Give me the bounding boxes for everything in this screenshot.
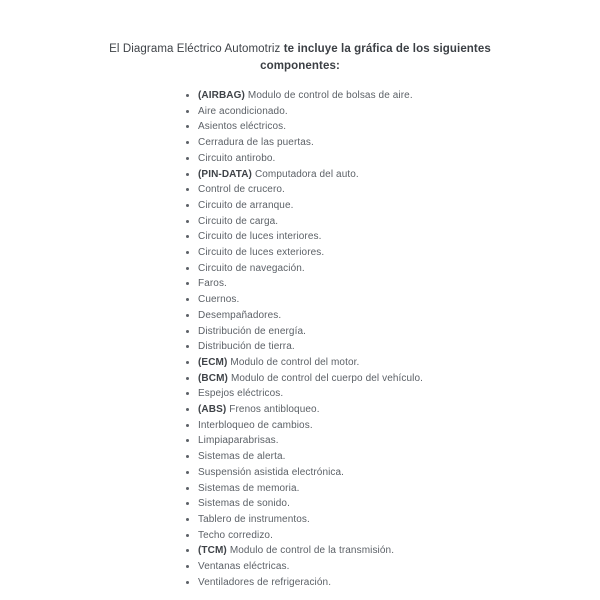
component-item [198,339,600,355]
component-label: Circuito de luces exteriores. [198,247,325,259]
component-label: Circuito de arranque. [198,199,294,211]
page-title [100,41,500,75]
component-item [198,308,600,324]
component-label: Circuito de navegación. [198,262,305,274]
component-acronym: (ABS) [198,404,227,416]
component-item [198,465,600,481]
component-item [198,167,600,183]
component-label: Cerradura de las puertas. [198,137,314,149]
component-item [198,104,600,120]
component-item [198,88,600,104]
component-label: Sistemas de sonido. [198,498,290,510]
component-item [198,543,600,559]
component-label: Control de crucero. [198,184,285,196]
component-label: Circuito de carga. [198,215,279,227]
component-item [198,402,600,418]
component-label: Distribución de energía. [198,325,307,337]
component-item [198,229,600,245]
component-label: Distribución de tierra. [198,341,295,353]
component-label: Cuernos. [198,294,240,306]
component-acronym: (BCM) [198,372,228,384]
page-title-regular: El Diagrama Eléctrico Automotriz [109,43,284,55]
component-label: Sistemas de memoria. [198,482,300,494]
component-item [198,276,600,292]
component-item [198,481,600,497]
component-label: Circuito de luces interiores. [198,231,322,243]
component-item [198,512,600,528]
component-label: Sistemas de alerta. [198,451,286,463]
component-label: Modulo de control de bolsas de aire. [247,90,413,101]
component-item [198,449,600,465]
component-label: Limpiaparabrisas. [198,435,279,447]
component-label: Asientos eléctricos. [198,121,287,133]
component-label: Aire acondicionado. [198,105,288,117]
component-label: Techo corredizo. [198,529,273,541]
component-item [198,433,600,449]
components-list [0,88,600,591]
component-acronym: (AIRBAG) [198,90,245,101]
component-label: Desempañadores. [198,309,282,321]
component-acronym: (PIN-DATA) [198,168,252,180]
component-item [198,151,600,167]
component-item [198,324,600,340]
component-item [198,182,600,198]
component-label: Computadora del auto. [254,168,359,180]
component-label: Modulo de control de la transmisión. [229,545,395,557]
component-label: Suspensión asistida electrónica. [198,466,345,478]
component-item [198,355,600,371]
component-item [198,386,600,402]
component-item [198,135,600,151]
component-item [198,575,600,591]
component-item [198,371,600,387]
component-label: Tablero de instrumentos. [198,513,310,525]
component-label: Modulo de control del motor. [230,356,360,368]
component-label: Modulo de control del cuerpo del vehículo. [230,372,424,384]
component-item [198,496,600,512]
component-item [198,418,600,434]
component-acronym: (TCM) [198,545,227,557]
component-label: Ventiladores de refrigeración. [198,576,332,588]
component-label: Interbloqueo de cambios. [198,419,313,431]
component-acronym: (ECM) [198,356,228,368]
component-label: Frenos antibloqueo. [229,404,320,416]
component-item [198,528,600,544]
component-item [198,245,600,261]
component-label: Circuito antirobo. [198,152,276,164]
component-item [198,198,600,214]
component-label: Ventanas eléctricas. [198,561,290,573]
component-item [198,292,600,308]
component-item [198,214,600,230]
component-item [198,119,600,135]
component-item [198,559,600,575]
page-title-bold: te incluye la gráfica de los siguientes componentes: [260,43,491,72]
component-item [198,261,600,277]
component-label: Espejos eléctricos. [198,388,284,400]
component-label: Faros. [198,278,227,290]
